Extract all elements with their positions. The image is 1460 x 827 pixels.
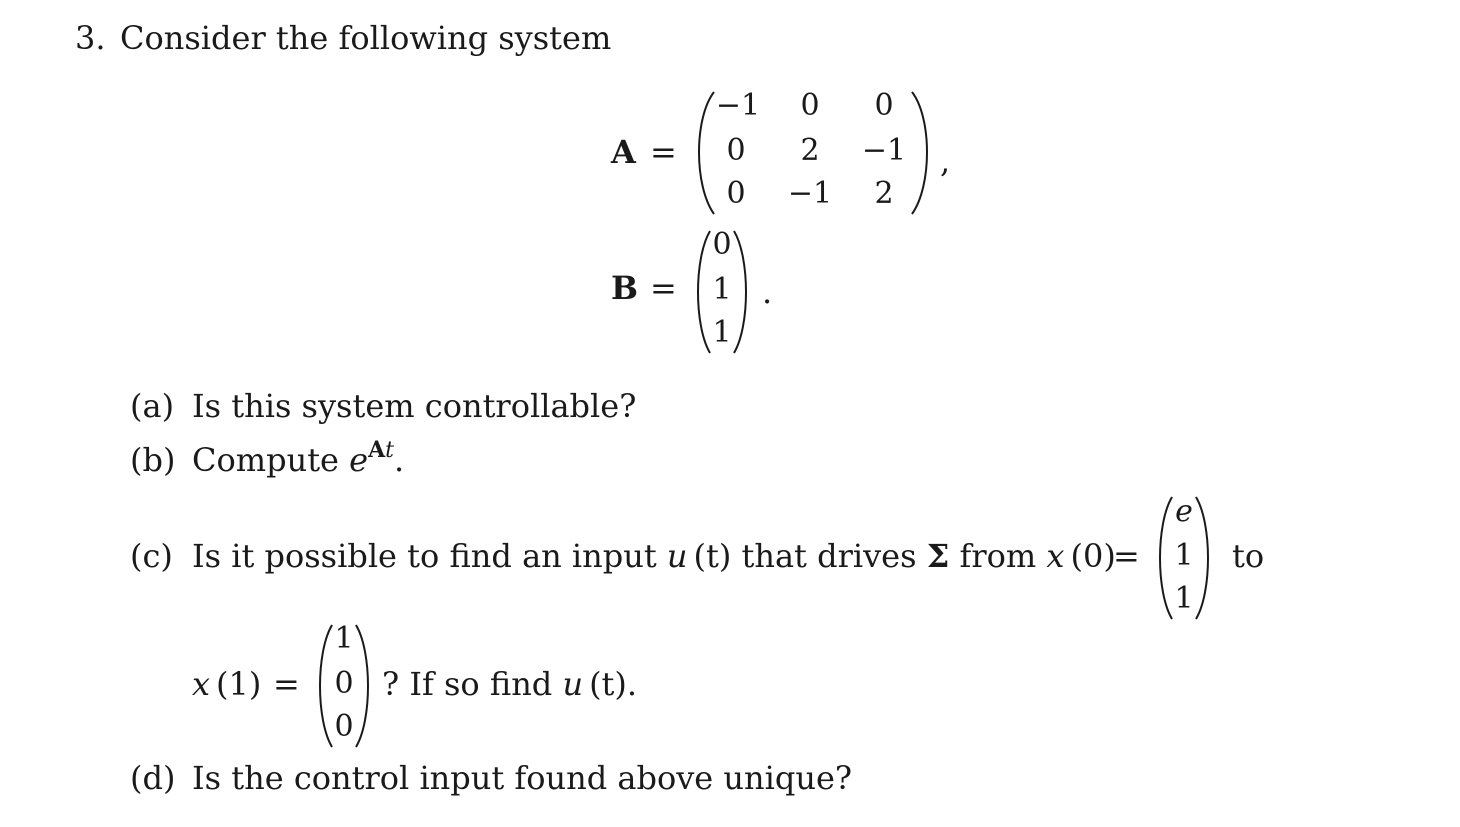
part-c-label: (c) bbox=[130, 537, 173, 575]
vector-x1-cell: 1 bbox=[334, 621, 354, 656]
matrix-a-cell: 0 bbox=[726, 133, 746, 168]
matrix-b-equals: = bbox=[650, 269, 677, 307]
part-c-t2: (t). bbox=[589, 665, 638, 703]
matrix-a-cell: 0 bbox=[800, 88, 820, 123]
part-c-equals: = bbox=[1113, 537, 1140, 575]
matrix-b bbox=[694, 228, 754, 356]
part-c-u: u bbox=[666, 537, 688, 575]
matrix-b-period: . bbox=[762, 273, 773, 311]
matrix-a-cell: 2 bbox=[800, 133, 820, 168]
part-b-text bbox=[192, 437, 405, 479]
part-c-text2: that drives bbox=[741, 537, 917, 575]
part-c-x1-paren: (1) bbox=[216, 665, 262, 703]
vector-x0-cell: e bbox=[1175, 494, 1193, 529]
part-c-to: to bbox=[1232, 537, 1265, 575]
part-c-line2 bbox=[382, 665, 638, 703]
part-b-compute: Compute bbox=[192, 441, 339, 479]
part-c-text1: Is it possible to find an input bbox=[192, 537, 657, 575]
matrix-a-comma: , bbox=[940, 142, 951, 180]
matrix-a bbox=[692, 88, 942, 218]
vector-x0-cell: 1 bbox=[1174, 581, 1194, 616]
matrix-b-cell: 1 bbox=[712, 315, 732, 350]
matrix-a-cell: −1 bbox=[861, 133, 907, 168]
part-c-t: (t) bbox=[693, 537, 732, 575]
vector-x0-cell: 1 bbox=[1174, 538, 1194, 573]
part-c-x1-x: x bbox=[192, 665, 211, 703]
matrix-a-cell: 2 bbox=[874, 176, 894, 211]
problem-intro: Consider the following system bbox=[120, 19, 612, 57]
part-d-label: (d) bbox=[130, 759, 176, 797]
part-a-label: (a) bbox=[130, 387, 175, 425]
matrix-a-cell: −1 bbox=[787, 176, 833, 211]
part-c-text3: If so find bbox=[409, 665, 553, 703]
part-c-sigma: Σ bbox=[926, 537, 950, 575]
part-b-exp-t: t bbox=[385, 438, 395, 463]
part-c-question: ? bbox=[382, 665, 400, 703]
part-b-exponent bbox=[368, 438, 394, 463]
part-b-label: (b) bbox=[130, 441, 176, 479]
matrix-a-equals: = bbox=[650, 133, 677, 171]
problem-number: 3. bbox=[75, 19, 106, 57]
part-c-x: x bbox=[1046, 537, 1065, 575]
part-d-text: Is the control input found above unique? bbox=[192, 759, 853, 797]
matrix-a-label: A bbox=[611, 133, 636, 171]
matrix-b-cell: 1 bbox=[712, 272, 732, 307]
part-c-x1-label bbox=[192, 665, 262, 703]
matrix-a-cell: 0 bbox=[874, 88, 894, 123]
part-c-from: from bbox=[959, 537, 1037, 575]
vector-x1-cell: 0 bbox=[334, 709, 354, 744]
part-c-equals-2: = bbox=[273, 665, 300, 703]
part-c-u2: u bbox=[562, 665, 584, 703]
part-c-x0: (0) bbox=[1070, 537, 1116, 575]
vector-x1 bbox=[316, 622, 376, 750]
part-b-exp-base: e bbox=[349, 441, 369, 479]
part-a-text: Is this system controllable? bbox=[192, 387, 637, 425]
part-b-end: . bbox=[394, 441, 405, 479]
vector-x1-cell: 0 bbox=[334, 666, 354, 701]
part-c-line1 bbox=[192, 537, 1116, 575]
part-b-exp-matrix: A bbox=[368, 437, 386, 463]
matrix-b-cell: 0 bbox=[712, 227, 732, 262]
matrix-a-cell: 0 bbox=[726, 176, 746, 211]
matrix-a-cell: −1 bbox=[715, 88, 761, 123]
matrix-b-label: B bbox=[611, 269, 639, 307]
vector-x0 bbox=[1156, 494, 1216, 622]
